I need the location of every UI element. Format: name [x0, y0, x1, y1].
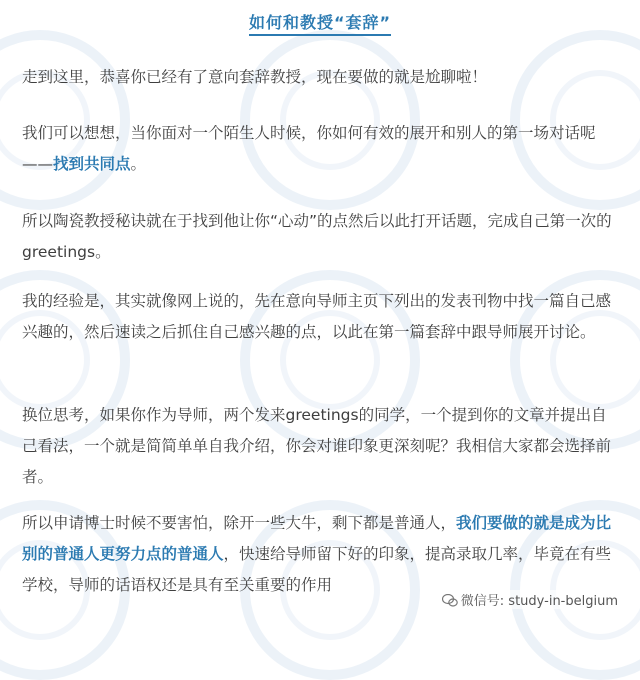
- paragraph-6: [22, 508, 622, 601]
- wechat-watermark: [442, 590, 618, 609]
- paragraph-3: 所以陶瓷教授秘诀就在于找到他让你“心动”的点然后以此打开话题，完成自己第一次的greetings。: [22, 212, 612, 261]
- paragraph-1: 走到这里，恭喜你已经有了意向套辞教授，现在要做的就是尬聊啦！: [22, 68, 488, 86]
- title-container: [0, 10, 640, 36]
- article-title: 如何和教授“套辞”: [249, 10, 391, 36]
- paragraph-2-end: 。: [130, 155, 147, 173]
- paragraph-2: [22, 118, 622, 180]
- watermark-text: 微信号: study-in-belgium: [460, 594, 618, 609]
- paragraph-2-text: 我们可以想想，当你面对一个陌生人时候，你如何有效的展开和别人的第一场对话呢——: [22, 124, 596, 173]
- paragraph-5: 换位思考，如果你作为导师，两个发来greetings的同学，一个提到你的文章并提出自己看法，一个就是简简单单自我介绍，你会对谁印象更深刻呢？我相信大家都会选择前者。: [22, 406, 612, 486]
- paragraph-4: 我的经验是，其实就像网上说的，先在意向导师主页下列出的发表刊物中找一篇自己感兴趣的，然后速读之后抓住自己感兴趣的点，以此在第一篇套辞中跟导师展开讨论。: [22, 292, 612, 341]
- highlight-common-ground: 找到共同点: [53, 155, 131, 173]
- paragraph-6-start: 所以申请博士时候不要害怕，除开一些大牛，剩下都是普通人，: [22, 514, 457, 532]
- wechat-icon: [442, 594, 458, 607]
- paragraph-6-end: ，快速给导师留下好的印象，提高录取几率，毕竟在有些学校，导师的话语权还是具有至关重要的作用: [22, 545, 612, 594]
- highlight-ordinary-people: 我们要做的就是成为比别的普通人更努力点的普通人: [22, 514, 612, 563]
